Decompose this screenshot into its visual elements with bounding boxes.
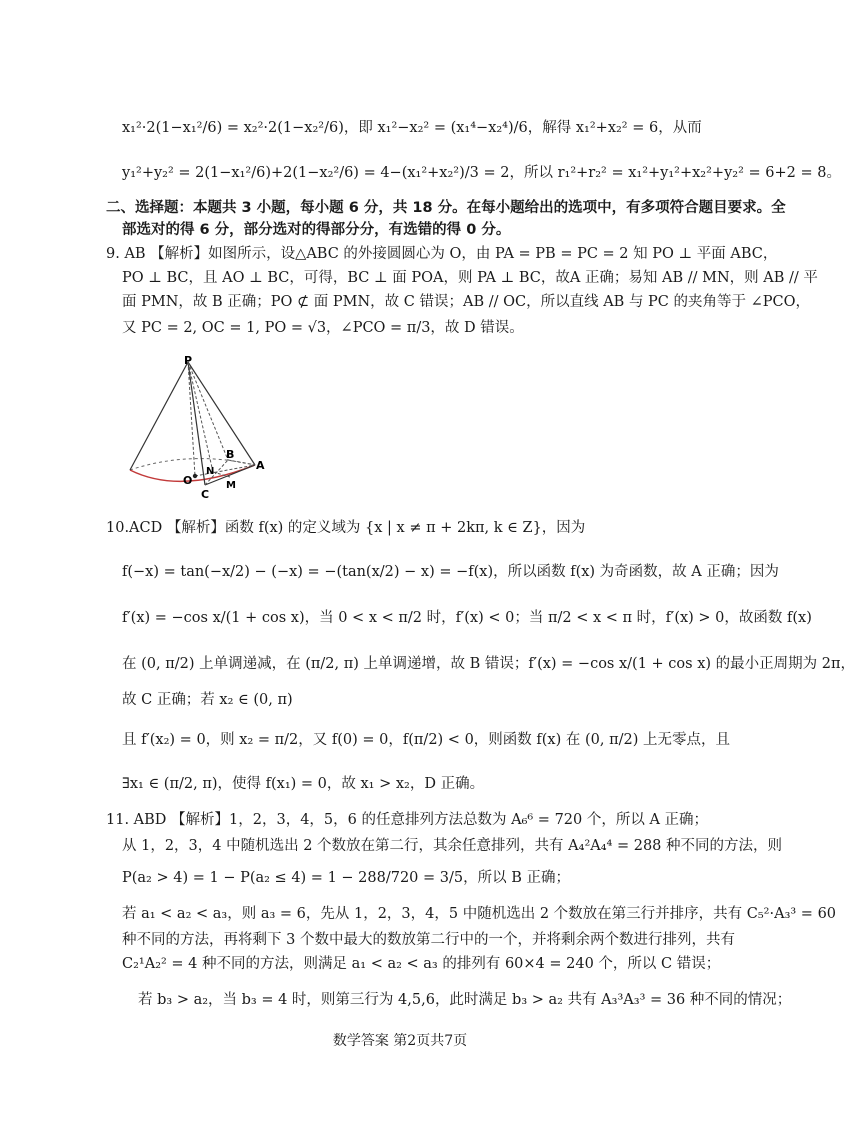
q10-line-2: f(−x) = tan(−x/2) − (−x) = −(tan(x/2) − x) = −f(x)，所以函数 f(x) 为奇函数，故 A 正确；因为 [122,564,779,580]
derivation-line-1: x₁²·2(1−x₁²/6) = x₂²·2(1−x₂²/6)，即 x₁²−x₂² = (x₁⁴−x₂⁴)/6，解得 x₁²+x₂² = 6，从而 [122,120,702,136]
q10-line-7: ∃x₁ ∈ (π/2, π)，使得 f(x₁) = 0，故 x₁ > x₂，D 正确。 [122,776,485,792]
q11-line-4: 若 a₁ < a₂ < a₃，则 a₃ = 6，先从 1，2，3，4，5 中随机选出 2 个数放在第三行并排序，共有 C₅²·A₃³ = 60 [122,906,837,922]
edge-pc [188,362,205,485]
label-p: P [184,354,193,367]
q9-line-2: PO ⊥ BC，且 AO ⊥ BC，可得，BC ⊥ 面 POA，则 PA ⊥ BC，故A 正确；易知 AB // MN，则 AB // 平 [122,270,818,286]
cone-base-front-arc [130,465,255,481]
q10-line-5: 故 C 正确；若 x₂ ∈ (0, π) [122,692,293,708]
label-a: A [256,459,265,472]
cone-figure [120,350,280,500]
q11-line-7: 若 b₃ > a₂，当 b₃ = 4 时，则第三行为 4,5,6，此时满足 b₃ > a₂ 共有 A₃³A₃³ = 36 种不同的情况； [138,992,792,1008]
edge-pc-outline [130,362,188,470]
q11-line-5: 种不同的方法，再将剩下 3 个数中最大的数放第二行中的一个，并将剩余两个数进行排列，共有 [122,932,735,948]
derivation-line-2: y₁²+y₂² = 2(1−x₁²/6)+2(1−x₂²/6) = 4−(x₁²+x₂²)/3 = 2，所以 r₁²+r₂² = x₁²+y₁²+x₂²+y₂² = 6+2 = 8。 [122,165,841,181]
label-c: C [201,488,210,501]
q11-line-6: C₂¹A₂² = 4 种不同的方法，则满足 a₁ < a₂ < a₃ 的排列有 60×4 = 240 个，所以 C 错误； [122,956,721,972]
point-o [193,474,197,478]
q9-line-3: 面 PMN，故 B 正确；PO ⊄ 面 PMN，故 C 错误；AB // OC，所以直线 AB 与 PC 的夹角等于 ∠PCO， [122,294,811,310]
label-m: M [226,480,236,491]
q9-line-1: 9. AB 【解析】如图所示，设△ABC 的外接圆圆心为 O，由 PA = PB = PC = 2 知 PO ⊥ 平面 ABC， [106,246,778,262]
section-2-heading: 二、选择题：本题共 3 小题，每小题 6 分，共 18 分。在每小题给出的选项中，有多项符合题目要求。全 [106,200,786,216]
q11-line-2: 从 1，2，3，4 中随机选出 2 个数放在第二行，其余任意排列，共有 A₄²A₄⁴ = 288 种不同的方法，则 [122,838,783,854]
q10-line-3: f′(x) = −cos x/(1 + cos x)，当 0 < x < π/2 时，f′(x) < 0；当 π/2 < x < π 时，f′(x) > 0，故函数 f(x) [122,610,812,626]
q10-line-1: 10.ACD 【解析】函数 f(x) 的定义域为 {x | x ≠ π + 2kπ, k ∈ Z}，因为 [106,520,586,536]
q11-line-1: 11. ABD 【解析】1，2，3，4，5，6 的任意排列方法总数为 A₆⁶ = 720 个，所以 A 正确； [106,812,709,828]
label-b: B [226,448,235,461]
page-footer: 数学答案 第2页共7页 [332,1033,468,1049]
q10-line-6: 且 f′(x₂) = 0，则 x₂ = π/2，又 f(0) = 0，f(π/2) < 0，则函数 f(x) 在 (0, π/2) 上无零点，且 [122,732,730,748]
label-o: O [183,474,193,487]
q9-line-4: 又 PC = 2, OC = 1, PO = √3，∠PCO = π/3，故 D 错误。 [122,320,524,336]
edge-pb [188,362,228,460]
section-2-heading-cont: 部选对的得 6 分，部分选对的得部分分，有选错的得 0 分。 [122,222,511,238]
q10-line-4: 在 (0, π/2) 上单调递减，在 (π/2, π) 上单调递增，故 B 错误；f′(x) = −cos x/(1 + cos x) 的最小正周期为 2π， [122,656,855,672]
label-n: N [206,466,215,477]
q11-line-3: P(a₂ > 4) = 1 − P(a₂ ≤ 4) = 1 − 288/720 = 3/5，所以 B 正确； [122,870,570,886]
edge-pa [188,362,255,465]
